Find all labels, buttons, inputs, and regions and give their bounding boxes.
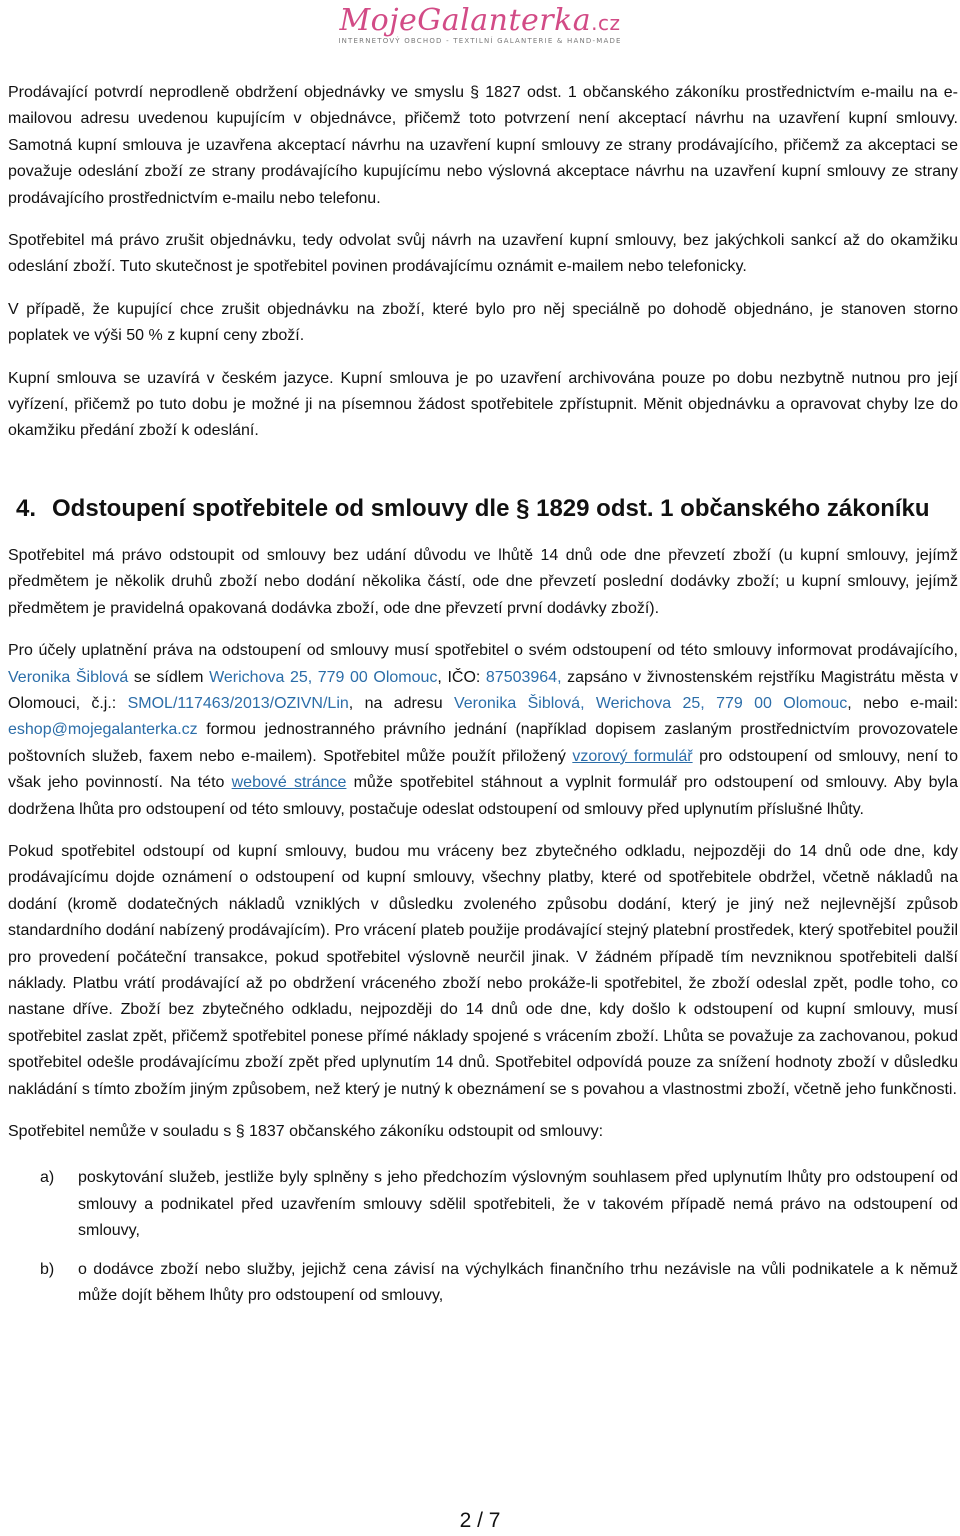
- text-segment: , na adresu: [348, 694, 454, 712]
- seller-email: eshop@mojegalanterka.cz: [8, 721, 198, 739]
- list-item-text: poskytování služeb, jestliže byly splněny s jeho předchozím výslovným souhlasem před uplynutím lhůty pro odstoupení od smlouvy a podnikatel před uzavřením smlouvy sdělil spotřebiteli, že v takovém případě nemá právo na odstoupení od smlouvy,: [78, 1169, 958, 1240]
- paragraph-exceptions-intro: Spotřebitel nemůže v souladu s § 1837 občanského zákoníku odstoupit od smlouvy:: [8, 1123, 604, 1140]
- paragraph-contract-language: Kupní smlouva se uzavírá v českém jazyce. Kupní smlouva je po uzavření archivována pouze po dobu nezbytně nutnou pro její vyřízení, přičemž po tuto dobu je možné ji na písemnou žádost spotřebitele zpřístupnit. Měnit objednávku a opravovat chyby lze do okamžiku předání zboží k odeslání.: [8, 369, 958, 440]
- list-marker: b): [40, 1260, 55, 1278]
- seller-ico: 87503964,: [485, 668, 562, 686]
- registration-number: SMOL/117463/2013/OZIVN/Lin: [127, 694, 349, 712]
- text-segment: se sídlem: [128, 668, 210, 686]
- logo-text: [339, 2, 620, 42]
- section-title: Odstoupení spotřebitele od smlouvy dle § 1829 odst. 1 občanského zákoníku: [52, 494, 930, 522]
- seller-name: Veronika Šiblová: [8, 668, 129, 686]
- logo-name: MojeGalanterka: [339, 3, 592, 38]
- list-marker: a): [40, 1169, 55, 1187]
- text-segment: , nebo e-mail:: [847, 694, 959, 712]
- seller-full-address: Veronika Šiblová, Werichova 25, 779 00 Olomouc: [453, 694, 848, 712]
- sample-form-link[interactable]: vzorový formulář: [572, 747, 693, 765]
- paragraph-withdrawal-notice: [8, 638, 958, 823]
- paragraph-storno-fee: V případě, že kupující chce zrušit objednávku na zboží, které bylo pro něj speciálně po dohodě objednáno, je stanoven storno poplatek ve výši 50 % z kupní ceny zboží.: [8, 300, 958, 345]
- paragraph-refund: Pokud spotřebitel odstoupí od kupní smlouvy, budou mu vráceny bez zbytečného odkladu, nejpozději do 14 dnů ode dne, kdy prodávajícímu dojde oznámení o odstoupení od kupní smlouvy, všechny platby, které od spotřebitele obdržel, včetně nákladů na dodání (kromě dodatečných nákladů vzniklých v důsledku zvoleného způsobu dodání, který je jiný než nejlevnější způsob standardního dodání nabízený prodávajícím). Pro vrácení plateb použije prodávající stejný platební prostředek, který spotřebitel použil pro provedení počáteční transakce, pokud spotřebitel výslovně neurčil jinak. V žádném případě tím nevzniknou spotřebiteli další náklady. Platbu vrátí prodávající až po obdržení vráceného zboží nebo prokáže-li spotřebitel, že zboží odeslal zpět, podle toho, co nastane dříve. Zboží bez zbytečného odkladu, nejpozději do 14 dnů ode dne, kdy došlo k odstoupení od kupní smlouvy, musí spotřebitel zaslat zpět, přičemž spotřebitel ponese přímé náklady spojené s vrácením zboží. Lhůta se považuje za zachovanou, pokud spotřebitel odešle prodávajícímu zboží zpět před uplynutím 14 dnů. Spotřebitel odpovídá pouze za snížení hodnoty zboží v důsledku nakládání s tímto zbožím jiným způsobem, než který je nutný k obeznámení se s povahou a vlastnostmi zboží, včetně jeho funkčnosti.: [8, 842, 958, 1098]
- paragraph-withdrawal-right: Spotřebitel má právo odstoupit od smlouvy bez udání důvodu ve lhůtě 14 dnů ode dne převzetí zboží (u kupní smlouvy, jejímž předmětem je několik druhů zboží nebo dodání několika částí, ode dne převzetí poslední dodávky zboží; u kupní smlouvy, jejímž předmětem je pravidelná opakovaná dodávka zboží, ode dne převzetí první dodávky zboží).: [8, 546, 958, 617]
- paragraph-order-confirmation: Prodávající potvrdí neprodleně obdržení objednávky ve smyslu § 1827 odst. 1 občanského zákoníku prostřednictvím e-mailu na e-mailovou adresu uvedenou kupujícím v objednávce, přičemž toto potvrzení není akceptací návrhu na uzavření kupní smlouvy. Samotná kupní smlouva je uzavřena akceptací návrhu na uzavření kupní smlouvy ze strany prodávajícího, přičemž za akceptaci se považuje odeslání zboží ze strany prodávajícího kupujícímu nebo výslovná akceptace návrhu na uzavření kupní smlouvy ze strany prodávajícího prostřednictvím e-mailu nebo telefonu.: [8, 84, 958, 207]
- section-number: 4.: [16, 494, 37, 522]
- text-segment: , IČO:: [437, 668, 486, 686]
- seller-address: Werichova 25, 779 00 Olomouc: [209, 668, 438, 686]
- logo-tagline: INTERNETOVÝ OBCHOD - TEXTILNÍ GALANTERIE & HAND-MADE: [338, 37, 622, 45]
- list-item: [8, 1257, 958, 1310]
- list-item: [8, 1165, 958, 1244]
- exceptions-list: [8, 1165, 958, 1309]
- text-segment: pro odstoupení od smlouvy, není to však jeho povinností. Na této: [8, 747, 958, 792]
- text-segment: formou jednostranného právního jednání (například dopisem zaslaným prostřednictvím provozovatele poštovních služeb, faxem nebo e-mailem). Spotřebitel může použít přiložený: [8, 721, 958, 765]
- text-segment: zapsáno v živnostenském rejstříku Magistrátu města v Olomouci, č.j.:: [8, 668, 959, 712]
- site-logo: [0, 0, 960, 52]
- logo-tld: .cz: [591, 11, 621, 35]
- paragraph-order-cancellation: Spotřebitel má právo zrušit objednávku, tedy odvolat svůj návrh na uzavření kupní smlouvy, bez jakýchkoli sankcí až do okamžiku odeslání zboží. Tuto skutečnost je spotřebitel povinen prodávajícímu oznámit e-mailem nebo telefonicky.: [8, 232, 958, 276]
- section-heading: [16, 493, 958, 525]
- document-body: [8, 80, 958, 1309]
- list-item-text: o dodávce zboží nebo služby, jejichž cena závisí na výchylkách finančního trhu nezávisle na vůli podnikatele a k němuž může dojít během lhůty pro odstoupení od smlouvy,: [78, 1260, 958, 1305]
- page-indicator: 2 / 7: [459, 1509, 501, 1532]
- text-segment: může spotřebitel stáhnout a vyplnit formulář pro odstoupení od smlouvy. Aby byla dodržena lhůta pro odstoupení od této smlouvy, postačuje odeslat odstoupení od smlouvy před uplynutím příslušné lhůty.: [8, 774, 958, 818]
- text-segment: Pro účely uplatnění práva na odstoupení od smlouvy musí spotřebitel o svém odstoupení od této smlouvy informovat prodávajícího,: [8, 642, 958, 660]
- web-page-link[interactable]: webové stránce: [231, 774, 347, 792]
